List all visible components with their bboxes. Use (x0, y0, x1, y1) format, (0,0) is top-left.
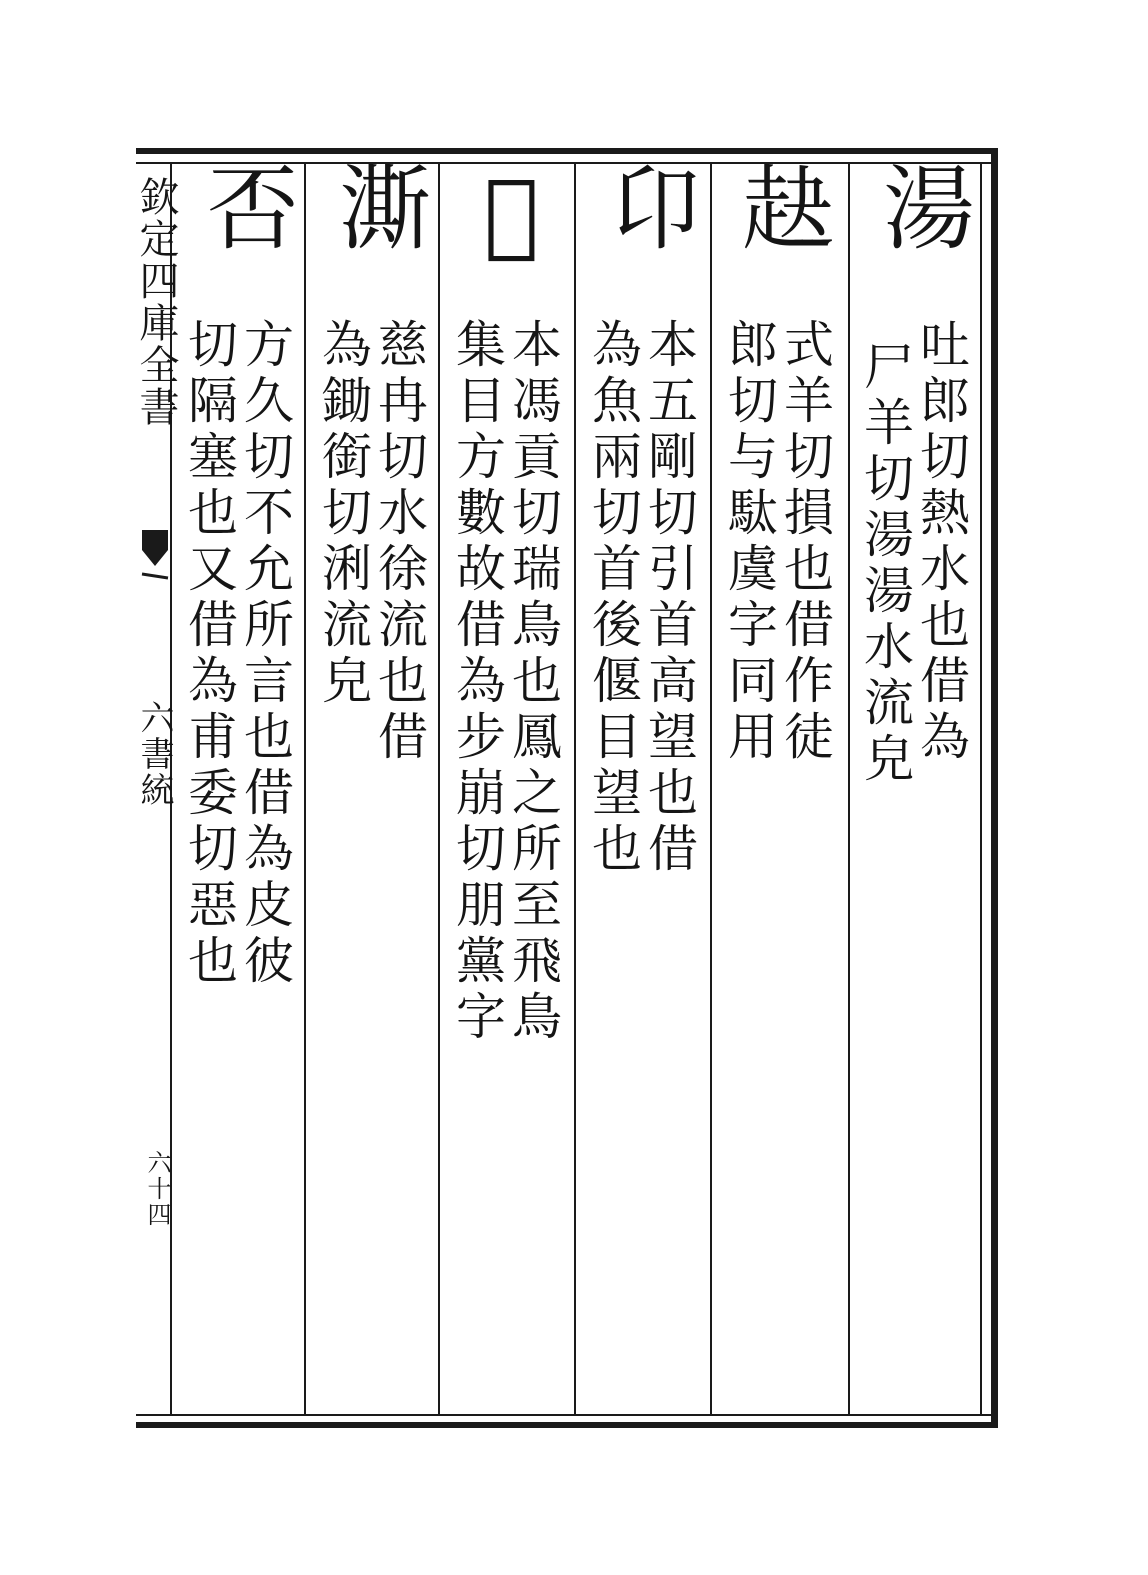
gloss-line: 尸羊切湯湯水流皃 (856, 340, 914, 788)
book-title: 欽定四庫全書 (133, 176, 179, 428)
gloss-line: 為魚兩切首後偃目望也 (584, 318, 642, 878)
section-title: 六書統 (134, 700, 174, 808)
gloss-line: 吐郎切熱水也借為 (912, 318, 970, 766)
border-rule-bottom (136, 1414, 991, 1416)
seal-character: 澌 (324, 160, 431, 252)
column-divider (848, 164, 850, 1414)
gloss-line: 切隔塞也又借為甫委切惡也 (180, 318, 238, 990)
gloss-line: 為鋤銜切浰流皃 (314, 318, 372, 710)
column-divider (710, 164, 712, 1414)
fish-tail-mark-icon (140, 526, 170, 586)
gloss-line: 本五剛切引首高望也借 (640, 318, 698, 878)
gloss-line: 集目方數故借為步崩切朋黨字 (448, 318, 506, 1046)
gloss-line: 本馮貢切瑞鳥也鳳之所至飛鳥 (504, 318, 562, 1046)
gloss-line: 慈冉切水徐流也借 (370, 318, 428, 766)
seal-character: 𪆥 (458, 160, 565, 267)
seal-character: 赽 (728, 160, 835, 252)
gloss-line: 方久切不允所言也借為皮彼 (236, 318, 294, 990)
border-rule-right (980, 162, 982, 1414)
seal-character: 否 (192, 160, 299, 252)
gloss-line: 郎切与駄虞字同用 (720, 318, 778, 766)
seal-character: 卬 (594, 160, 701, 252)
seal-character: 湯 (868, 160, 975, 252)
gloss-line: 式羊切損也借作徒 (776, 318, 834, 766)
column-divider (574, 164, 576, 1414)
column-divider (438, 164, 440, 1414)
column-divider (304, 164, 306, 1414)
page-number: 六十四 (143, 1150, 171, 1228)
